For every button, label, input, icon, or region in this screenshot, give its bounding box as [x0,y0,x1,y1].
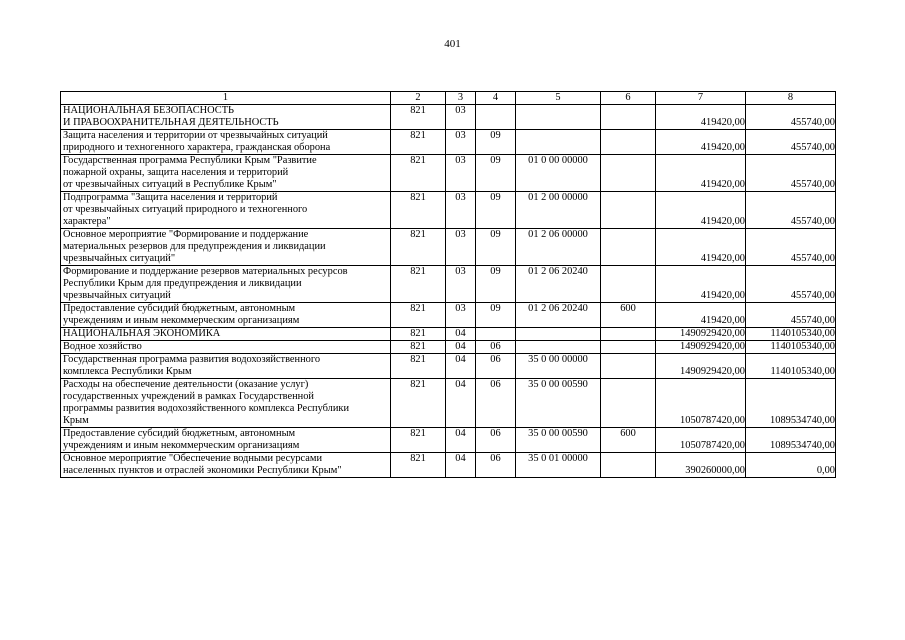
amount-year2-cell: 1140105340,00 [746,328,836,341]
chapter-code-cell: 821 [391,266,446,303]
amount-year1-cell: 1490929420,00 [656,354,746,379]
expense-type-cell [601,105,656,130]
row-name-cell: Основное мероприятие "Формирование и поддержание материальных резервов для предупреждения и ликвидации чрезвычайных ситуаций" [61,229,391,266]
target-article-cell: 01 0 00 00000 [516,155,601,192]
target-article-cell: 01 2 06 20240 [516,303,601,328]
subsection-code-cell: 09 [476,130,516,155]
header-cell: 1 [61,92,391,105]
expense-type-cell: 600 [601,428,656,453]
table-row [61,379,836,428]
table-row [61,354,836,379]
expense-type-cell [601,453,656,478]
chapter-code-cell: 821 [391,354,446,379]
table-row [61,266,836,303]
section-code-cell: 04 [446,328,476,341]
table-row [61,303,836,328]
amount-year2-cell: 455740,00 [746,130,836,155]
subsection-code-cell: 09 [476,192,516,229]
chapter-code-cell: 821 [391,192,446,229]
table-row [61,328,836,341]
chapter-code-cell: 821 [391,379,446,428]
section-code-cell: 03 [446,192,476,229]
target-article-cell: 01 2 06 20240 [516,266,601,303]
section-code-cell: 04 [446,341,476,354]
table-row [61,229,836,266]
amount-year1-cell: 419420,00 [656,192,746,229]
row-name-cell: Формирование и поддержание резервов материальных ресурсов Республики Крым для предупреждения и ликвидации чрезвычайных ситуаций [61,266,391,303]
amount-year2-cell: 455740,00 [746,229,836,266]
header-cell: 5 [516,92,601,105]
section-code-cell: 03 [446,266,476,303]
header-cell: 4 [476,92,516,105]
amount-year2-cell: 455740,00 [746,303,836,328]
table-row [61,155,836,192]
row-name-cell: Государственная программа развития водохозяйственного комплекса Республики Крым [61,354,391,379]
table-body [61,105,836,478]
amount-year2-cell: 0,00 [746,453,836,478]
header-cell: 7 [656,92,746,105]
section-code-cell: 03 [446,130,476,155]
chapter-code-cell: 821 [391,341,446,354]
expense-type-cell: 600 [601,303,656,328]
amount-year2-cell: 455740,00 [746,155,836,192]
chapter-code-cell: 821 [391,155,446,192]
amount-year1-cell: 419420,00 [656,266,746,303]
subsection-code-cell [476,105,516,130]
section-code-cell: 04 [446,453,476,478]
subsection-code-cell: 06 [476,354,516,379]
section-code-cell: 03 [446,155,476,192]
row-name-cell: Предоставление субсидий бюджетным, автономным учреждениям и иным некоммерческим организациям [61,428,391,453]
page-number: 401 [444,38,461,50]
target-article-cell [516,105,601,130]
expense-type-cell [601,328,656,341]
section-code-cell: 03 [446,303,476,328]
subsection-code-cell: 06 [476,379,516,428]
subsection-code-cell [476,328,516,341]
expense-type-cell [601,192,656,229]
subsection-code-cell: 06 [476,341,516,354]
target-article-cell: 35 0 01 00000 [516,453,601,478]
subsection-code-cell: 09 [476,266,516,303]
amount-year2-cell: 455740,00 [746,192,836,229]
expense-type-cell [601,266,656,303]
expense-type-cell [601,130,656,155]
amount-year1-cell: 390260000,00 [656,453,746,478]
chapter-code-cell: 821 [391,229,446,266]
amount-year2-cell: 1089534740,00 [746,379,836,428]
table-row [61,130,836,155]
amount-year2-cell: 455740,00 [746,266,836,303]
target-article-cell: 35 0 00 00590 [516,379,601,428]
expense-type-cell [601,229,656,266]
amount-year1-cell: 419420,00 [656,303,746,328]
table-row [61,453,836,478]
target-article-cell: 01 2 00 00000 [516,192,601,229]
header-cell: 3 [446,92,476,105]
amount-year2-cell: 1140105340,00 [746,354,836,379]
chapter-code-cell: 821 [391,303,446,328]
row-name-cell: Расходы на обеспечение деятельности (оказание услуг) государственных учреждений в рамках Государственной программы развития водохозяйственного комплекса Республики Крым [61,379,391,428]
section-code-cell: 04 [446,354,476,379]
subsection-code-cell: 09 [476,155,516,192]
section-code-cell: 04 [446,428,476,453]
header-row [61,92,836,105]
amount-year1-cell: 419420,00 [656,130,746,155]
row-name-cell: Водное хозяйство [61,341,391,354]
amount-year1-cell: 419420,00 [656,105,746,130]
expense-type-cell [601,354,656,379]
table-row [61,192,836,229]
row-name-cell: НАЦИОНАЛЬНАЯ БЕЗОПАСНОСТЬ И ПРАВООХРАНИТЕЛЬНАЯ ДЕЯТЕЛЬНОСТЬ [61,105,391,130]
amount-year1-cell: 1490929420,00 [656,328,746,341]
subsection-code-cell: 06 [476,453,516,478]
subsection-code-cell: 06 [476,428,516,453]
header-cell: 6 [601,92,656,105]
header-cell: 2 [391,92,446,105]
amount-year2-cell: 455740,00 [746,105,836,130]
header-cell: 8 [746,92,836,105]
section-code-cell: 04 [446,379,476,428]
row-name-cell: Защита населения и территории от чрезвычайных ситуаций природного и техногенного характера, гражданская оборона [61,130,391,155]
row-name-cell: Предоставление субсидий бюджетным, автономным учреждениям и иным некоммерческим организациям [61,303,391,328]
subsection-code-cell: 09 [476,229,516,266]
target-article-cell: 35 0 00 00590 [516,428,601,453]
amount-year2-cell: 1140105340,00 [746,341,836,354]
subsection-code-cell: 09 [476,303,516,328]
amount-year1-cell: 419420,00 [656,229,746,266]
target-article-cell: 01 2 06 00000 [516,229,601,266]
chapter-code-cell: 821 [391,453,446,478]
target-article-cell [516,341,601,354]
row-name-cell: НАЦИОНАЛЬНАЯ ЭКОНОМИКА [61,328,391,341]
amount-year1-cell: 1050787420,00 [656,379,746,428]
amount-year1-cell: 1490929420,00 [656,341,746,354]
budget-table [60,91,836,478]
chapter-code-cell: 821 [391,328,446,341]
target-article-cell [516,130,601,155]
amount-year1-cell: 419420,00 [656,155,746,192]
table-row [61,341,836,354]
target-article-cell [516,328,601,341]
table-row [61,105,836,130]
row-name-cell: Основное мероприятие "Обеспечение водными ресурсами населенных пунктов и отраслей экономики Республики Крым" [61,453,391,478]
amount-year1-cell: 1050787420,00 [656,428,746,453]
row-name-cell: Подпрограмма "Защита населения и территорий от чрезвычайных ситуаций природного и техногенного характера" [61,192,391,229]
section-code-cell: 03 [446,105,476,130]
section-code-cell: 03 [446,229,476,266]
chapter-code-cell: 821 [391,428,446,453]
table-row [61,428,836,453]
expense-type-cell [601,341,656,354]
row-name-cell: Государственная программа Республики Крым "Развитие пожарной охраны, защита населения и территорий от чрезвычайных ситуаций в Республике Крым" [61,155,391,192]
amount-year2-cell: 1089534740,00 [746,428,836,453]
chapter-code-cell: 821 [391,130,446,155]
expense-type-cell [601,379,656,428]
expense-type-cell [601,155,656,192]
chapter-code-cell: 821 [391,105,446,130]
target-article-cell: 35 0 00 00000 [516,354,601,379]
